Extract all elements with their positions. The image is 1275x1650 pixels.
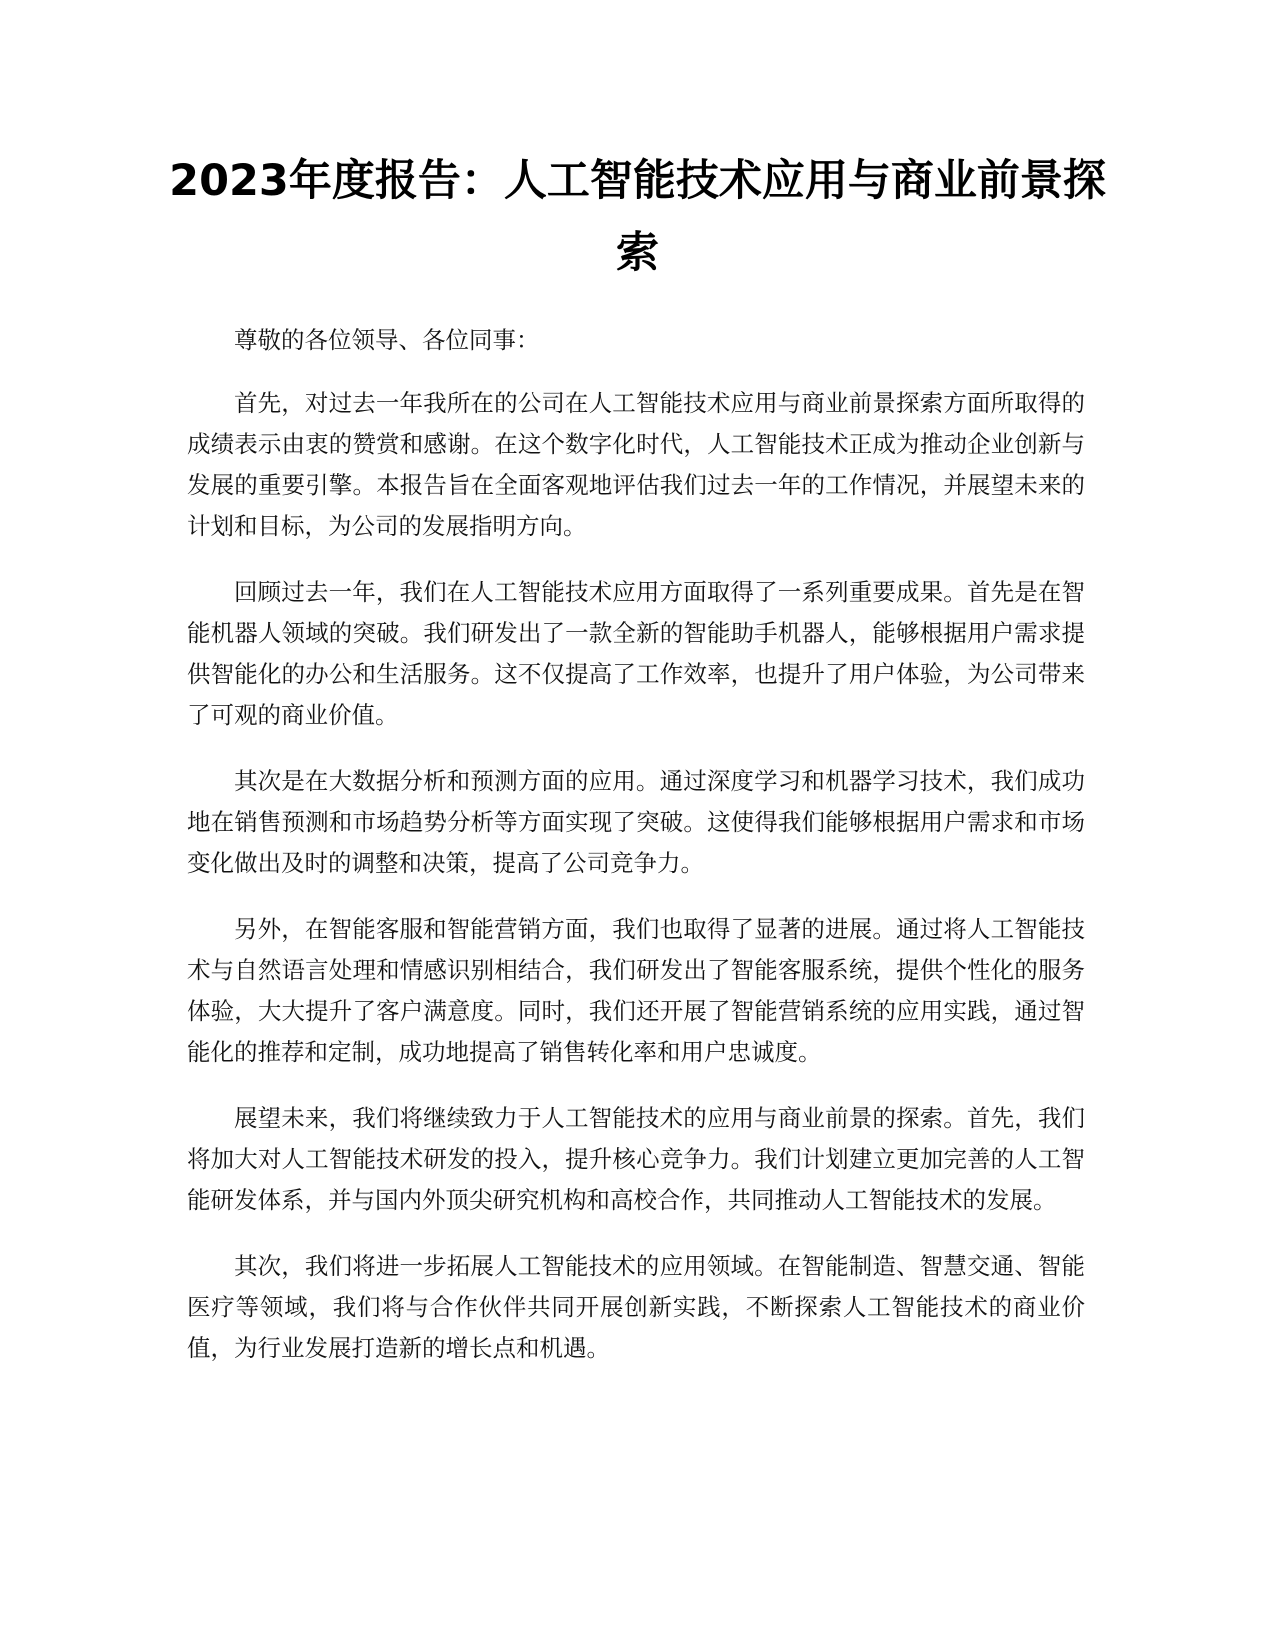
paragraph: 其次是在大数据分析和预测方面的应用。通过深度学习和机器学习技术，我们成功地在销售预测和市场趋势分析等方面实现了突破。这使得我们能够根据用户需求和市场变化做出及时的调整和决策，提高了公司竞争力。 [187, 767, 1085, 877]
paragraph: 展望未来，我们将继续致力于人工智能技术的应用与商业前景的探索。首先，我们将加大对人工智能技术研发的投入，提升核心竞争力。我们计划建立更加完善的人工智能研发体系，并与国内外顶尖研究机构和高校合作，共同推动人工智能技术的发展。 [187, 1104, 1085, 1214]
salutation: 尊敬的各位领导、各位同事： [234, 326, 540, 354]
paragraph: 其次，我们将进一步拓展人工智能技术的应用领域。在智能制造、智慧交通、智能医疗等领域，我们将与合作伙伴共同开展创新实践，不断探索人工智能技术的商业价值，为行业发展打造新的增长点和机遇。 [187, 1252, 1085, 1362]
document-body [187, 320, 1085, 1394]
paragraph: 回顾过去一年，我们在人工智能技术应用方面取得了一系列重要成果。首先是在智能机器人领域的突破。我们研发出了一款全新的智能助手机器人，能够根据用户需求提供智能化的办公和生活服务。这不仅提高了工作效率，也提升了用户体验，为公司带来了可观的商业价值。 [187, 578, 1085, 729]
paragraph: 首先，对过去一年我所在的公司在人工智能技术应用与商业前景探索方面所取得的成绩表示由衷的赞赏和感谢。在这个数字化时代，人工智能技术正成为推动企业创新与发展的重要引擎。本报告旨在全面客观地评估我们过去一年的工作情况，并展望未来的计划和目标，为公司的发展指明方向。 [187, 389, 1085, 540]
paragraph: 另外，在智能客服和智能营销方面，我们也取得了显著的进展。通过将人工智能技术与自然语言处理和情感识别相结合，我们研发出了智能客服系统，提供个性化的服务体验，大大提升了客户满意度。同时，我们还开展了智能营销系统的应用实践，通过智能化的推荐和定制，成功地提高了销售转化率和用户忠诚度。 [187, 915, 1085, 1066]
document-title: 2023年度报告：人工智能技术应用与商业前景探索 [169, 156, 1106, 278]
